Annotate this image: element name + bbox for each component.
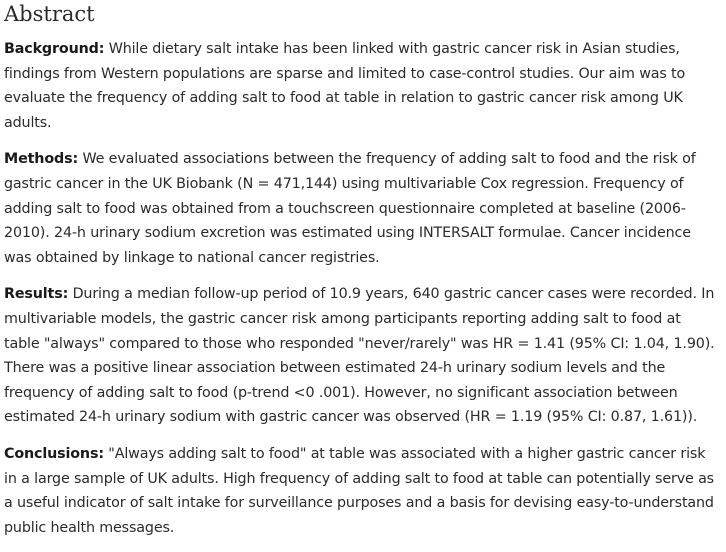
abstract [4,0,720,552]
section-label: Conclusions: [4,445,104,462]
section-text: "Always adding salt to food" at table was associated with a higher gastric cancer risk in a large sample of UK adults. High frequency of adding salt to food at table can potentially serve as a useful indicator of salt intake for surveillance purposes and a basis for devising easy-to-understand public health messages. [4,445,714,536]
abstract-section-conclusions [4,442,720,540]
section-text: While dietary salt intake has been linked with gastric cancer risk in Asian studies, findings from Western populations are sparse and limited to case-control studies. Our aim was to evaluate the frequency of adding salt to food at table in relation to gastric cancer risk among UK adults. [4,41,686,131]
abstract-section-methods [4,147,720,270]
section-text: During a median follow-up period of 10.9 years, 640 gastric cancer cases were recorded. In multivariable models, the gastric cancer risk among participants reporting adding salt to food at table "always" compared to those who responded "never/rarely" was HR = 1.41 (95% CI: 1.04, 1.90). There was a positive linear association between estimated 24-h urinary sodium levels and the frequency of adding salt to food (p-trend <0 .001). However, no significant association between estimated 24-h urinary sodium with gastric cancer was observed (HR = 1.19 (95% CI: 0.87, 1.61)). [4,286,715,426]
abstract-section-background [4,37,720,135]
abstract-heading: Abstract [4,2,95,26]
section-label: Results: [4,286,69,303]
section-label: Background: [4,41,105,57]
section-label: Methods: [4,151,79,168]
abstract-section-results [4,282,720,430]
section-text: We evaluated associations between the frequency of adding salt to food and the risk of gastric cancer in the UK Biobank (N = 471,144) using multivariable Cox regression. Frequency of adding salt to food was obtained from a touchscreen questionnaire completed at baseline (2006-2010). 24-h urinary sodium excretion was estimated using INTERSALT formulae. Cancer incidence was obtained by linkage to national cancer registries. [4,151,696,266]
